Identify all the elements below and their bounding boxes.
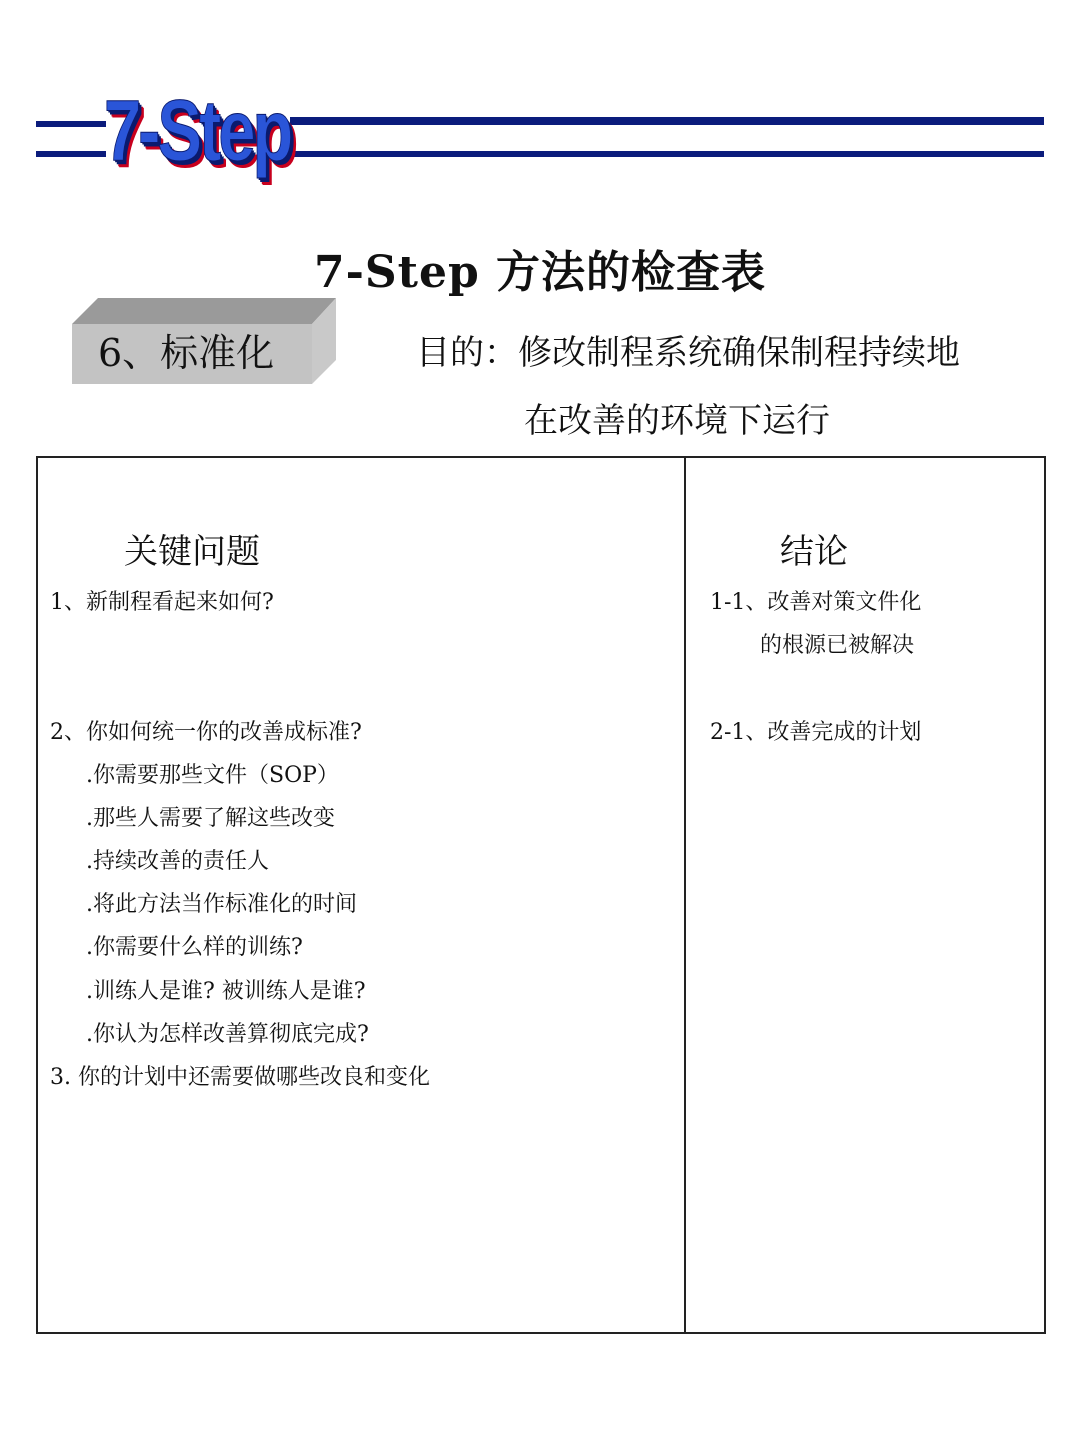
header-rule-right-bottom (290, 151, 1044, 157)
key-questions-header: 关键问题 (124, 532, 260, 572)
question-2-sub-7: .你认为怎样改善算彻底完成? (86, 1022, 369, 1047)
question-2-sub-5: .你需要什么样的训练? (86, 935, 303, 960)
step-block-top (72, 298, 336, 324)
question-3: 3. 你的计划中还需要做哪些改良和变化 (50, 1065, 430, 1090)
question-2-sub-3: .持续改善的责任人 (86, 849, 269, 874)
header-rule-right-top (290, 117, 1044, 125)
conclusion-1-1-cont: 的根源已被解决 (760, 633, 915, 658)
conclusion-1-1: 1-1、改善对策文件化 (710, 590, 922, 615)
header-rule-left-top (36, 121, 106, 127)
question-2-sub-6: .训练人是谁? 被训练人是谁? (86, 979, 366, 1004)
purpose-line-1: 目的：修改制程系统确保制程持续地 (416, 333, 960, 373)
header-rule-left-bottom (36, 151, 106, 157)
logo-7step: 7-Step (104, 83, 291, 179)
conclusion-header: 结论 (780, 532, 848, 572)
conclusion-2-1: 2-1、改善完成的计划 (710, 720, 922, 745)
question-2-sub-1: .你需要那些文件（SOP） (86, 763, 339, 788)
step-label: 6、标准化 (98, 331, 275, 375)
question-2-sub-4: .将此方法当作标准化的时间 (86, 892, 357, 917)
purpose-line-2: 在改善的环境下运行 (524, 401, 830, 441)
question-2: 2、你如何统一你的改善成标准? (50, 720, 362, 745)
question-1: 1、新制程看起来如何? (50, 590, 274, 615)
question-2-sub-2: .那些人需要了解这些改变 (86, 806, 335, 831)
checklist-table (36, 456, 1046, 1334)
page-title: 7-Step 方法的检查表 (313, 247, 767, 298)
column-divider (684, 458, 686, 1332)
